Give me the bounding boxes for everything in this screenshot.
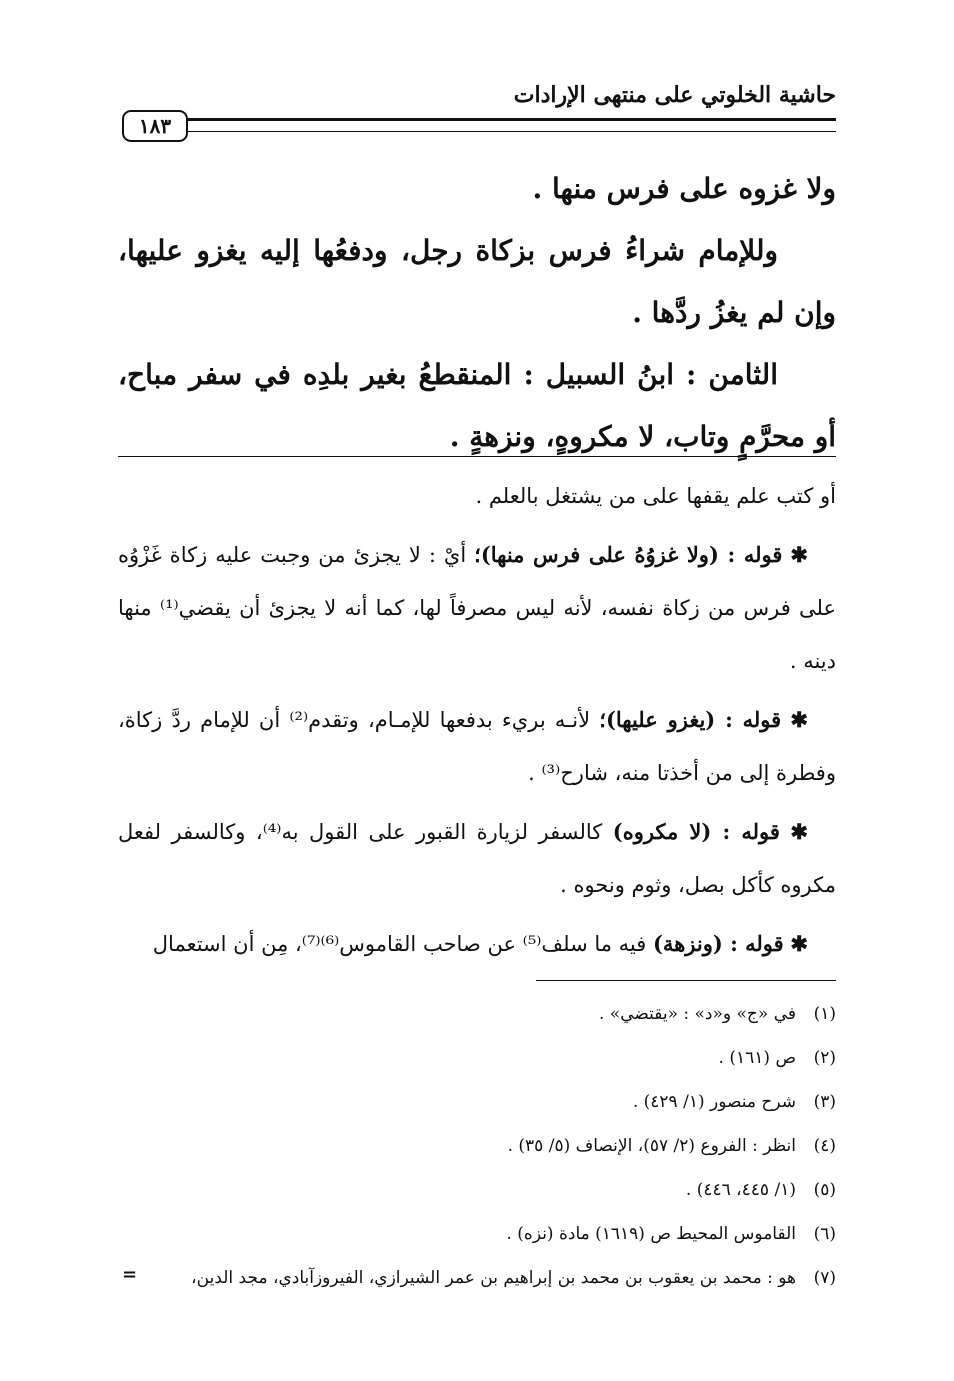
star-icon: ✱ [790,819,808,844]
main-line: ولا غزوه على فرس منها . [532,172,836,205]
footnote [118,1080,836,1124]
commentary-entry [118,805,836,912]
entry-keyword: قوله : (ونزهة) [653,931,784,956]
footnotes [118,992,836,1300]
entry-keyword: قوله : (لا مكروه) [612,819,780,844]
footnote-number: (١) [813,1004,836,1024]
footnote-number: (٦) [813,1224,836,1244]
entry-text: لأنـه بريء بدفعها للإمـام، وتقدم⁽²⁾ أن للإمام ردَّ زكاة، وفطرة إلى من أخذتا منه، شارح⁽³⁾ . [118,708,836,785]
footnote-text: ص (١٦١) . [718,1048,796,1068]
footnote [118,1212,836,1256]
star-icon: ✱ [790,542,808,567]
footnote-number: (٣) [813,1092,836,1112]
commentary-entry [118,528,836,688]
star-icon: ✱ [790,931,808,956]
entry-text: أيْ : لا يجزئ من وجبت عليه زكاة غَزْوُه على فرس من زكاة نفسه، لأنه ليس مصرفاً لها، كما أنه لا يجزئ أن يقضي⁽¹⁾ منها دينه . [118,543,837,673]
entry-keyword: قوله : (يغزو عليها)؛ [599,707,782,732]
main-line: الثامن : ابنُ السبيل : المنقطعُ بغير بلدِه في سفر مباح، أو محرَّمٍ وتاب، لا مكروهٍ، ونزهةٍ . [118,358,836,453]
footnote-text: (١/ ٤٤٥، ٤٤٦) . [685,1180,796,1200]
continuation-mark: = [122,1264,138,1285]
header-rule [188,118,836,132]
main-line: وللإمام شراءُ فرس بزكاة رجل، ودفعُها إليه يغزو عليها، وإن لم يغزُ ردَّها . [118,234,836,329]
running-title: حاشية الخلوتي على منتهى الإرادات [513,82,836,108]
footnote-text: انظر : الفروع (٢/ ٥٧)، الإنصاف (٥/ ٣٥) . [507,1136,796,1156]
main-text [118,158,836,468]
entry-text: فيه ما سلف⁽⁵⁾ عن صاحب القاموس⁽⁶⁾⁽⁷⁾، مِن أن استعمال [152,932,653,956]
footnote [118,1036,836,1080]
commentary-entry [118,693,836,800]
footnote-number: (٧) [813,1268,836,1288]
page-number: ١٨٣ [122,110,188,142]
commentary [118,470,836,976]
footnote [118,1124,836,1168]
footnote-text: القاموس المحيط ص (١٦١٩) مادة (نزه) . [506,1224,796,1244]
footnote-number: (٤) [813,1136,836,1156]
entry-text: كالسفر لزيارة القبور على القول به⁽⁴⁾، وكالسفر لفعل مكروه كأكل بصل، وثوم ونحوه . [118,820,836,897]
footnote [118,992,836,1036]
footnote-rule [536,980,836,981]
footnote-number: (٥) [813,1180,836,1200]
commentary-intro: أو كتب علم يقفها على من يشتغل بالعلم . [475,484,836,508]
footnote-number: (٢) [813,1048,836,1068]
footnote [118,1256,836,1300]
entry-keyword: قوله : (ولا غزوُهُ على فرس منها)؛ [474,542,783,567]
commentary-entry [118,917,836,971]
text-separator-rule [118,456,836,457]
footnote-text: هو : محمد بن يعقوب بن محمد بن إبراهيم بن عمر الشيرازي، الفيروزآبادي، مجد الدين، [191,1268,796,1288]
footnote-text: في «ج» و«د» : «يقتضي» . [599,1004,796,1024]
footnote-text: شرح منصور (١/ ٤٢٩) . [632,1092,796,1112]
footnote [118,1168,836,1212]
star-icon: ✱ [790,707,808,732]
